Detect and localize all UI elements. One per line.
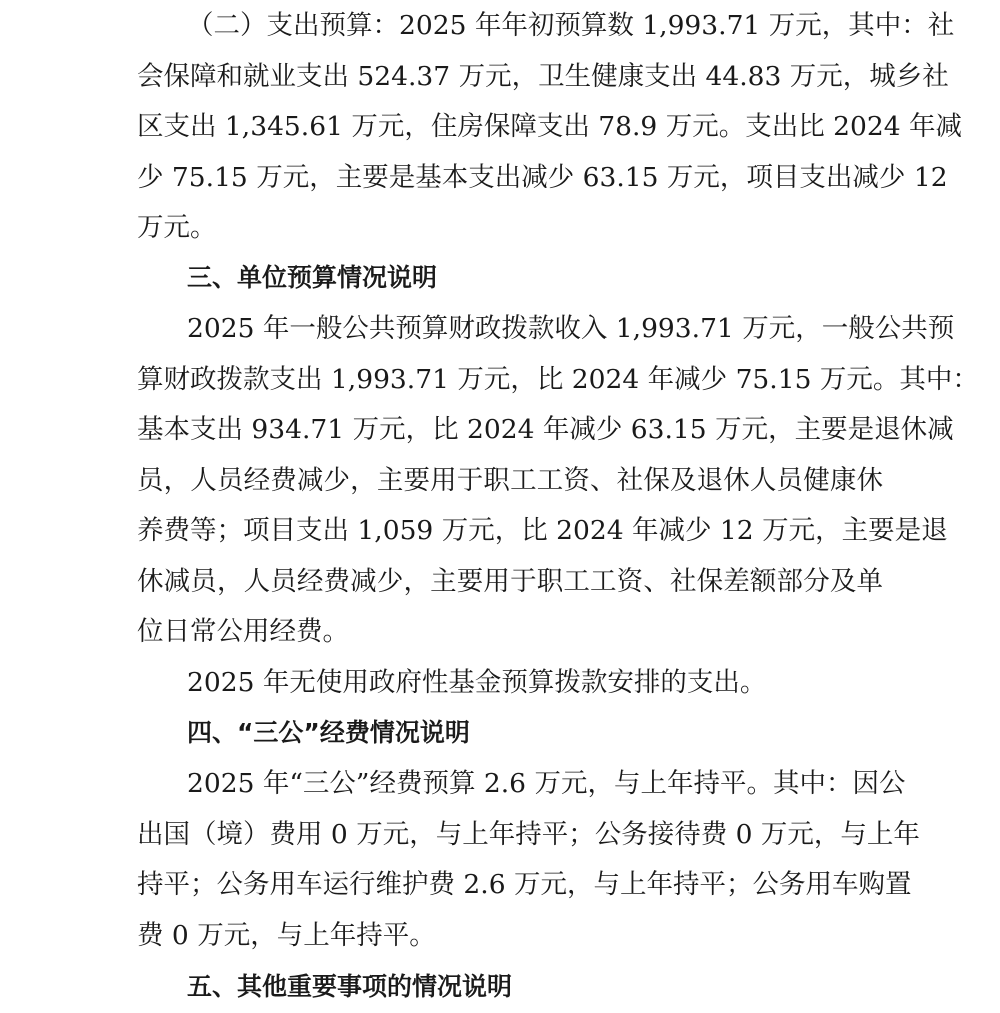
text-line: 少 75.15 万元，主要是基本支出减少 63.15 万元，项目支出减少 12 — [137, 161, 948, 193]
text-line: 2025 年无使用政府性基金预算拨款安排的支出。 — [187, 667, 767, 698]
text-line: 养费等；项目支出 1,059 万元，比 2024 年减少 12 万元，主要是退 — [137, 515, 948, 546]
text-line: 基本支出 934.71 万元，比 2024 年减少 63.15 万元，主要是退休减 — [137, 414, 954, 445]
section-heading-3: 三、单位预算情况说明 — [187, 263, 438, 292]
unit-budget-paragraph — [137, 304, 979, 658]
text-line: 2025 年一般公共预算财政拨款收入 1,993.71 万元，一般公共预 — [187, 313, 955, 344]
text-line: 位日常公用经费。 — [137, 616, 349, 647]
section-heading-5: 五、其他重要事项的情况说明 — [187, 972, 513, 1001]
three-public-expenses-paragraph — [137, 759, 920, 961]
text-line: 出国（境）费用 0 万元，与上年持平；公务接待费 0 万元，与上年 — [137, 818, 920, 850]
government-fund-paragraph — [137, 658, 883, 709]
text-line: 持平；公务用车运行维护费 2.6 万元，与上年持平；公务用车购置 — [137, 869, 912, 900]
expenditure-budget-paragraph — [137, 1, 962, 254]
text-line: 员，人员经费减少，主要用于职工工资、社保及退休人员健康休 — [137, 464, 883, 496]
text-line: 算财政拨款支出 1,993.71 万元，比 2024 年减少 75.15 万元。其中： — [137, 363, 979, 395]
text-line: 费 0 万元，与上年持平。 — [137, 919, 436, 951]
text-line: 休减员，人员经费减少，主要用于职工工资、社保差额部分及单 — [137, 565, 883, 597]
section-heading-4: 四、“三公”经费情况说明 — [187, 718, 470, 747]
text-line: 会保障和就业支出 524.37 万元，卫生健康支出 44.83 万元，城乡社 — [137, 60, 949, 92]
text-line: （二）支出预算：2025 年年初预算数 1,993.71 万元，其中：社 — [187, 10, 955, 41]
text-line: 万元。 — [137, 212, 217, 243]
text-line: 区支出 1,345.61 万元，住房保障支出 78.9 万元。支出比 2024 年减 — [137, 111, 962, 142]
text-line: 2025 年“三公”经费预算 2.6 万元，与上年持平。其中：因公 — [187, 768, 906, 799]
